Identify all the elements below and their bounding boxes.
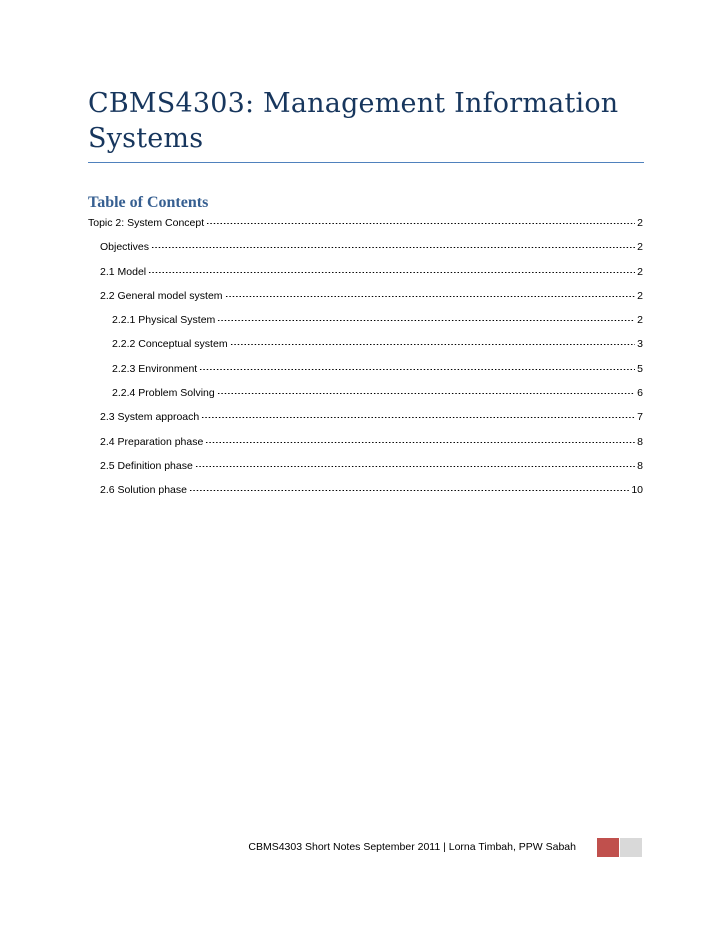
toc-entry-page-number: 5 bbox=[637, 362, 643, 375]
toc-dot-leader bbox=[201, 407, 635, 419]
toc-entry[interactable] bbox=[88, 263, 643, 287]
toc-dot-leader bbox=[217, 310, 635, 322]
toc-dot-leader bbox=[151, 237, 635, 249]
page-footer bbox=[88, 838, 644, 858]
toc-entry-page-number: 6 bbox=[637, 387, 643, 400]
toc-dot-leader bbox=[225, 286, 636, 298]
toc-heading: Table of Contents bbox=[88, 194, 209, 211]
toc-entry-page-number: 10 bbox=[631, 484, 643, 497]
toc-entry-page-number: 8 bbox=[637, 459, 643, 472]
footer-text: CBMS4303 Short Notes September 2011 | Lorna Timbah, PPW Sabah bbox=[248, 841, 576, 853]
toc-entry[interactable] bbox=[88, 287, 643, 311]
document-title: CBMS4303: Management Information Systems bbox=[88, 88, 619, 154]
toc-entry-title: 2.4 Preparation phase bbox=[100, 435, 204, 448]
footer-accent-block bbox=[597, 838, 619, 857]
toc-entry-page-number: 2 bbox=[637, 217, 643, 229]
toc-entry-page-number: 8 bbox=[637, 435, 643, 448]
footer-muted-block bbox=[620, 838, 642, 857]
toc-entry-title: Topic 2: System Concept bbox=[88, 217, 205, 229]
table-of-contents bbox=[88, 214, 643, 506]
toc-dot-leader bbox=[189, 480, 629, 492]
toc-entry-title: 2.3 System approach bbox=[100, 411, 200, 424]
toc-entry-title: 2.5 Definition phase bbox=[100, 459, 193, 472]
toc-entry-title: 2.2.2 Conceptual system bbox=[112, 338, 228, 351]
toc-entry-page-number: 7 bbox=[637, 411, 643, 424]
toc-entry-page-number: 2 bbox=[637, 289, 643, 302]
toc-entry-title: 2.2 General model system bbox=[100, 289, 223, 302]
toc-entry[interactable] bbox=[88, 433, 643, 457]
toc-entry-page-number: 2 bbox=[637, 241, 643, 254]
toc-dot-leader bbox=[217, 383, 635, 395]
toc-dot-leader bbox=[195, 456, 635, 468]
toc-entry[interactable] bbox=[88, 360, 643, 384]
toc-entry[interactable] bbox=[88, 408, 643, 432]
toc-entry-page-number: 2 bbox=[637, 265, 643, 278]
toc-entry[interactable] bbox=[88, 457, 643, 481]
toc-entry-page-number: 3 bbox=[637, 338, 643, 351]
title-underline-rule bbox=[88, 162, 644, 163]
toc-entry-page-number: 2 bbox=[637, 314, 643, 327]
toc-entry[interactable] bbox=[88, 311, 643, 335]
toc-entry-title: 2.2.4 Problem Solving bbox=[112, 387, 215, 400]
toc-dot-leader bbox=[148, 262, 635, 274]
toc-entry[interactable] bbox=[88, 384, 643, 408]
toc-entry[interactable] bbox=[88, 214, 643, 238]
toc-entry-title: Objectives bbox=[100, 241, 150, 254]
toc-dot-leader bbox=[199, 359, 635, 371]
toc-entry[interactable] bbox=[88, 238, 643, 262]
toc-dot-leader bbox=[205, 432, 635, 444]
toc-entry[interactable] bbox=[88, 335, 643, 359]
toc-dot-leader bbox=[230, 334, 636, 346]
toc-entry-title: 2.2.1 Physical System bbox=[112, 314, 216, 327]
toc-entry-title: 2.6 Solution phase bbox=[100, 484, 187, 497]
toc-entry-title: 2.2.3 Environment bbox=[112, 362, 198, 375]
toc-entry[interactable] bbox=[88, 481, 643, 505]
toc-entry-title: 2.1 Model bbox=[100, 265, 147, 278]
toc-dot-leader bbox=[206, 213, 635, 225]
